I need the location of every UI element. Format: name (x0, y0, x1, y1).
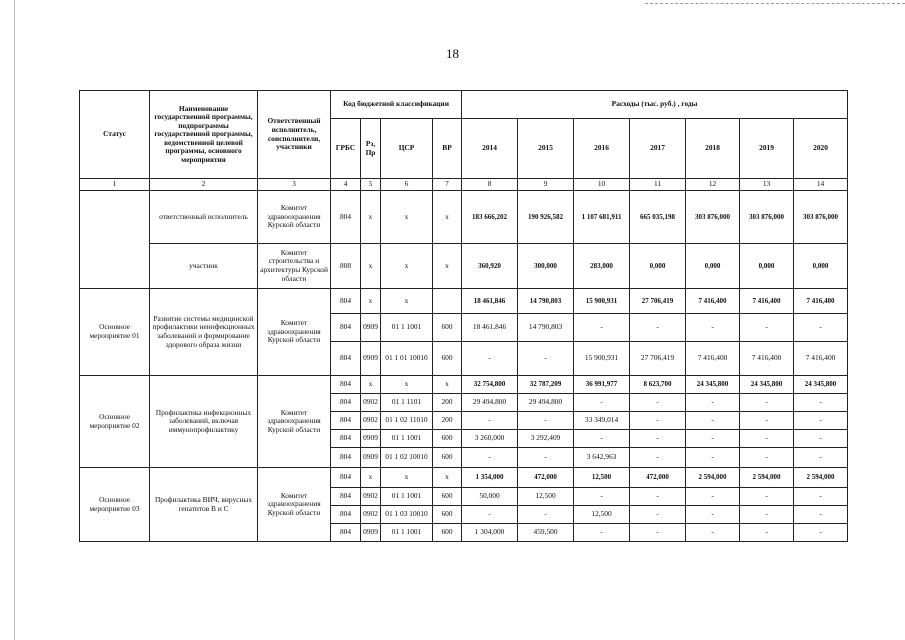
expense-value-cell: 1 107 681,911 (574, 191, 630, 244)
expense-value-cell: 27 706,419 (630, 342, 686, 376)
expense-value-cell: - (630, 488, 686, 506)
expense-value-cell: 3 292,409 (518, 430, 574, 448)
expense-value-cell: 8 623,700 (630, 376, 686, 394)
grbs-cell: 804 (331, 524, 361, 542)
header-vr: ВР (433, 119, 462, 179)
rzpr-cell: х (361, 191, 381, 244)
expense-value-cell: 183 666,202 (462, 191, 518, 244)
column-index: 3 (258, 179, 331, 191)
table-row (80, 244, 848, 289)
header-year: 2014 (462, 119, 518, 179)
expense-value-cell: - (518, 506, 574, 524)
header-year: 2017 (630, 119, 686, 179)
expense-value-cell: 0,000 (794, 244, 848, 289)
expense-value-cell: 459,500 (518, 524, 574, 542)
csr-cell: 01 1 02 11010 (381, 412, 433, 430)
csr-cell: х (381, 376, 433, 394)
expense-value-cell: - (630, 430, 686, 448)
expense-value-cell: 3 642,963 (574, 448, 630, 468)
expense-value-cell: - (794, 524, 848, 542)
vr-cell: 200 (433, 412, 462, 430)
expense-value-cell: - (740, 314, 794, 342)
expense-value-cell: - (462, 412, 518, 430)
expense-value-cell: - (740, 394, 794, 412)
expense-value-cell: 303 876,000 (740, 191, 794, 244)
grbs-cell: 804 (331, 191, 361, 244)
expense-value-cell: 0,000 (630, 244, 686, 289)
column-index: 9 (518, 179, 574, 191)
rzpr-cell: 0902 (361, 506, 381, 524)
header-csr: ЦСР (381, 119, 433, 179)
grbs-cell: 804 (331, 412, 361, 430)
expense-value-cell: 665 035,198 (630, 191, 686, 244)
rzpr-cell: 0909 (361, 314, 381, 342)
csr-cell: 01 1 1001 (381, 314, 433, 342)
expense-value-cell: 33 349,014 (574, 412, 630, 430)
table-row (80, 376, 848, 394)
program-name-cell: ответственный исполнитель (150, 191, 258, 244)
vr-cell: х (433, 244, 462, 289)
rzpr-cell: 0909 (361, 524, 381, 542)
expense-value-cell: 7 416,400 (740, 342, 794, 376)
expense-value-cell: - (740, 448, 794, 468)
csr-cell: х (381, 468, 433, 488)
expense-value-cell: - (630, 524, 686, 542)
expense-value-cell: 32 754,800 (462, 376, 518, 394)
expense-value-cell: 472,000 (518, 468, 574, 488)
expense-value-cell: - (574, 524, 630, 542)
expense-value-cell: 14 790,803 (518, 289, 574, 314)
csr-cell: х (381, 244, 433, 289)
expense-value-cell: - (574, 488, 630, 506)
responsible-cell: Комитет здравоохранения Курской области (258, 376, 331, 468)
responsible-cell: Комитет здравоохранения Курской области (258, 289, 331, 376)
expense-value-cell: 24 345,800 (686, 376, 740, 394)
vr-cell: 600 (433, 448, 462, 468)
vr-cell: 600 (433, 506, 462, 524)
column-index: 10 (574, 179, 630, 191)
expense-value-cell: - (574, 314, 630, 342)
expense-value-cell: - (686, 430, 740, 448)
header-budget-code: Код бюджетной классификации (331, 91, 462, 119)
rzpr-cell: 0902 (361, 394, 381, 412)
column-index: 7 (433, 179, 462, 191)
expense-value-cell: 7 416,400 (740, 289, 794, 314)
expense-value-cell: 0,000 (686, 244, 740, 289)
expense-value-cell: - (630, 412, 686, 430)
csr-cell: 01 1 02 10010 (381, 448, 433, 468)
program-name-cell: Развитие системы медицинской профилактики неинфекционных заболеваний и формирование здорового образа жизни (150, 289, 258, 376)
program-name-cell: участник (150, 244, 258, 289)
expense-value-cell: 303 876,000 (794, 191, 848, 244)
header-year: 2016 (574, 119, 630, 179)
expense-value-cell: 303 876,000 (686, 191, 740, 244)
expense-value-cell: 7 416,400 (794, 289, 848, 314)
program-name-cell: Профилактика ВИЧ, вирусных гепатитов В и С (150, 468, 258, 542)
expense-value-cell: - (462, 448, 518, 468)
expense-value-cell: - (686, 412, 740, 430)
vr-cell: х (433, 191, 462, 244)
expense-value-cell: 18 461,846 (462, 314, 518, 342)
expense-value-cell: - (686, 314, 740, 342)
expense-value-cell: 0,000 (740, 244, 794, 289)
expense-value-cell: 300,000 (518, 244, 574, 289)
expense-value-cell: - (574, 430, 630, 448)
expense-value-cell: - (686, 488, 740, 506)
expense-value-cell: 7 416,400 (794, 342, 848, 376)
vr-cell: 600 (433, 524, 462, 542)
expense-value-cell: 3 260,000 (462, 430, 518, 448)
expense-value-cell: 7 416,400 (686, 342, 740, 376)
header-year: 2018 (686, 119, 740, 179)
expense-value-cell: - (686, 506, 740, 524)
column-index: 2 (150, 179, 258, 191)
header-expenses: Расходы (тыс. руб.) , годы (462, 91, 848, 119)
expense-value-cell: - (518, 342, 574, 376)
expense-value-cell: - (686, 448, 740, 468)
rzpr-cell: 0909 (361, 430, 381, 448)
csr-cell: х (381, 289, 433, 314)
expense-value-cell: - (740, 506, 794, 524)
grbs-cell: 804 (331, 448, 361, 468)
expense-value-cell: 18 461,846 (462, 289, 518, 314)
expense-value-cell: 15 900,931 (574, 289, 630, 314)
vr-cell: 600 (433, 488, 462, 506)
expense-value-cell: - (630, 506, 686, 524)
expense-value-cell: - (630, 448, 686, 468)
expense-value-cell: 2 594,000 (794, 468, 848, 488)
responsible-cell: Комитет строительства и архитектуры Курской области (258, 244, 331, 289)
responsible-cell: Комитет здравоохранения Курской области (258, 191, 331, 244)
column-index: 8 (462, 179, 518, 191)
expense-value-cell: 29 494,800 (462, 394, 518, 412)
expense-value-cell: 32 787,209 (518, 376, 574, 394)
expense-value-cell: 7 416,400 (686, 289, 740, 314)
expense-value-cell: - (462, 506, 518, 524)
column-index-row (80, 179, 848, 191)
expense-value-cell: - (574, 394, 630, 412)
rzpr-cell: 0909 (361, 342, 381, 376)
vr-cell: х (433, 468, 462, 488)
column-index: 4 (331, 179, 361, 191)
expense-value-cell: 27 706,419 (630, 289, 686, 314)
csr-cell: 01 1 1001 (381, 430, 433, 448)
header-year: 2019 (740, 119, 794, 179)
expense-value-cell: 12,500 (518, 488, 574, 506)
expense-value-cell: - (794, 412, 848, 430)
expense-value-cell: 1 354,000 (462, 468, 518, 488)
grbs-cell: 804 (331, 430, 361, 448)
rzpr-cell: 0909 (361, 448, 381, 468)
expense-value-cell: - (740, 524, 794, 542)
csr-cell: 01 1 03 10010 (381, 506, 433, 524)
expense-value-cell: - (740, 488, 794, 506)
column-index: 12 (686, 179, 740, 191)
expense-value-cell: - (518, 412, 574, 430)
column-index: 6 (381, 179, 433, 191)
status-cell: Основное мероприятие 03 (80, 468, 150, 542)
grbs-cell: 804 (331, 289, 361, 314)
expense-value-cell: - (794, 448, 848, 468)
status-cell: Основное мероприятие 02 (80, 376, 150, 468)
vr-cell (433, 289, 462, 314)
expense-value-cell: - (686, 524, 740, 542)
rzpr-cell: х (361, 289, 381, 314)
expense-value-cell: 15 900,931 (574, 342, 630, 376)
grbs-cell: 804 (331, 314, 361, 342)
table-row (80, 191, 848, 244)
header-grbs: ГРБС (331, 119, 361, 179)
expense-value-cell: - (630, 394, 686, 412)
grbs-cell: 804 (331, 376, 361, 394)
rzpr-cell: х (361, 376, 381, 394)
rzpr-cell: 0902 (361, 488, 381, 506)
expense-value-cell: 12,500 (574, 468, 630, 488)
program-name-cell: Профилактика инфекционных заболеваний, включая иммунопрофилактику (150, 376, 258, 468)
header-program-name: Наименование государственной программы, подпрограммы государственной программы, ведомственной целевой программы, основного мероприятия (150, 91, 258, 179)
expense-value-cell: 1 304,000 (462, 524, 518, 542)
csr-cell: х (381, 191, 433, 244)
expense-value-cell: 24 345,800 (740, 376, 794, 394)
page-number: 18 (446, 46, 459, 61)
csr-cell: 01 1 1001 (381, 488, 433, 506)
column-index: 14 (794, 179, 848, 191)
vr-cell: х (433, 376, 462, 394)
expense-value-cell: 36 991,977 (574, 376, 630, 394)
expense-value-cell: 283,000 (574, 244, 630, 289)
expense-value-cell: 12,500 (574, 506, 630, 524)
header-rzpr: Рз, Пр (361, 119, 381, 179)
header-year: 2020 (794, 119, 848, 179)
expense-value-cell: 29 494,800 (518, 394, 574, 412)
csr-cell: 01 1 1001 (381, 524, 433, 542)
grbs-cell: 804 (331, 342, 361, 376)
grbs-cell: 808 (331, 244, 361, 289)
table-row (80, 289, 848, 314)
responsible-cell: Комитет здравоохранения Курской области (258, 468, 331, 542)
vr-cell: 600 (433, 342, 462, 376)
vr-cell: 200 (433, 394, 462, 412)
table-row (80, 468, 848, 488)
csr-cell: 01 1 01 10010 (381, 342, 433, 376)
expense-value-cell: 2 594,000 (686, 468, 740, 488)
header-responsible: Ответственный исполнитель, соисполнители, участники (258, 91, 331, 179)
rzpr-cell: х (361, 468, 381, 488)
expense-value-cell: 190 926,582 (518, 191, 574, 244)
rzpr-cell: х (361, 244, 381, 289)
grbs-cell: 804 (331, 506, 361, 524)
expense-value-cell: 24 345,800 (794, 376, 848, 394)
expense-value-cell: 50,000 (462, 488, 518, 506)
page-edge-line (14, 0, 15, 640)
expense-value-cell: - (518, 448, 574, 468)
grbs-cell: 804 (331, 488, 361, 506)
expense-value-cell: - (794, 314, 848, 342)
expense-value-cell: 2 594,000 (740, 468, 794, 488)
scan-edge-line (645, 3, 905, 4)
expense-value-cell: - (462, 342, 518, 376)
expense-value-cell: - (740, 430, 794, 448)
expense-value-cell: - (794, 506, 848, 524)
column-index: 5 (361, 179, 381, 191)
expense-value-cell: - (630, 314, 686, 342)
column-index: 13 (740, 179, 794, 191)
expense-value-cell: 14 790,803 (518, 314, 574, 342)
vr-cell: 600 (433, 430, 462, 448)
expense-value-cell: 360,920 (462, 244, 518, 289)
expense-value-cell: - (686, 394, 740, 412)
expense-value-cell: - (794, 394, 848, 412)
expense-value-cell: - (740, 412, 794, 430)
expense-value-cell: 472,000 (630, 468, 686, 488)
header-status: Статус (80, 91, 150, 179)
header-year: 2015 (518, 119, 574, 179)
column-index: 1 (80, 179, 150, 191)
expense-value-cell: - (794, 430, 848, 448)
expense-value-cell: - (794, 488, 848, 506)
grbs-cell: 804 (331, 468, 361, 488)
vr-cell: 600 (433, 314, 462, 342)
grbs-cell: 804 (331, 394, 361, 412)
csr-cell: 01 1 1101 (381, 394, 433, 412)
status-cell: Основное мероприятие 01 (80, 289, 150, 376)
budget-table (79, 90, 848, 542)
status-cell (80, 191, 150, 289)
column-index: 11 (630, 179, 686, 191)
rzpr-cell: 0902 (361, 412, 381, 430)
